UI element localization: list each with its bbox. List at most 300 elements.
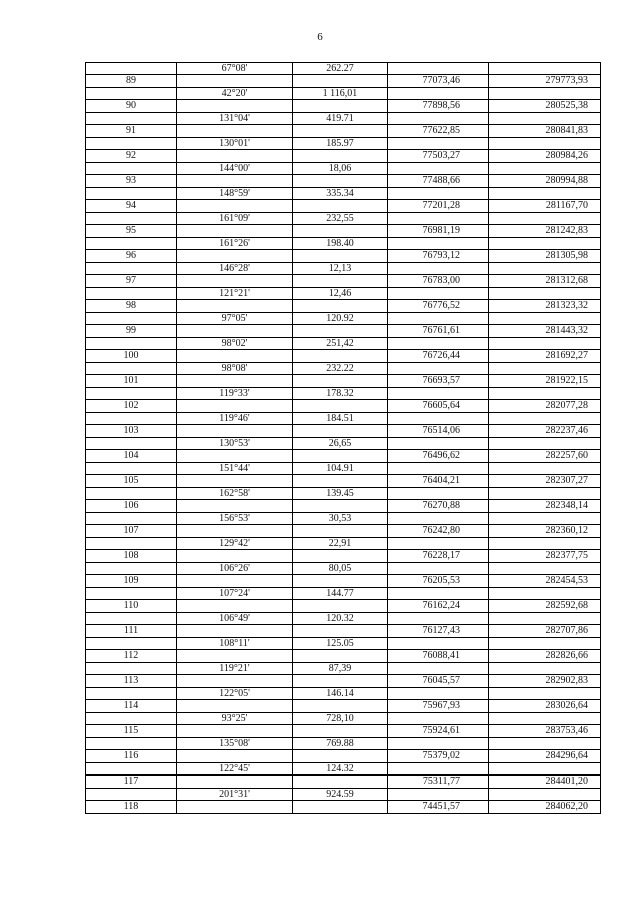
angle-cell: [177, 801, 293, 814]
angle-length-row: [86, 789, 601, 801]
x-coordinate-cell: [388, 438, 489, 450]
angle-cell: [177, 425, 293, 438]
y-coordinate-cell: 284401,20: [489, 775, 601, 789]
length-cell: [293, 150, 388, 163]
x-coordinate-cell: [388, 613, 489, 625]
point-number-cell: 92: [86, 150, 177, 163]
length-cell: [293, 775, 388, 789]
length-cell: 184.51: [293, 413, 388, 425]
length-cell: [293, 275, 388, 288]
point-number-cell: 113: [86, 675, 177, 688]
angle-cell: [177, 650, 293, 663]
angle-cell: [177, 750, 293, 763]
length-cell: [293, 650, 388, 663]
x-coordinate-cell: [388, 588, 489, 600]
x-coordinate-cell: [388, 288, 489, 300]
point-number-cell: 106: [86, 500, 177, 513]
point-number-cell: [86, 413, 177, 425]
x-coordinate-cell: [388, 789, 489, 801]
x-coordinate-cell: [388, 463, 489, 475]
angle-cell: [177, 700, 293, 713]
length-cell: 144.77: [293, 588, 388, 600]
point-number-cell: [86, 713, 177, 725]
length-cell: 924.59: [293, 789, 388, 801]
point-number-cell: [86, 463, 177, 475]
angle-cell: 98°08': [177, 363, 293, 375]
length-cell: 80,05: [293, 563, 388, 575]
y-coordinate-cell: [489, 488, 601, 500]
point-number-cell: [86, 163, 177, 175]
y-coordinate-cell: 281692,27: [489, 350, 601, 363]
length-cell: 12,13: [293, 263, 388, 275]
x-coordinate-cell: [388, 238, 489, 250]
angle-cell: 131°04': [177, 113, 293, 125]
x-coordinate-cell: [388, 713, 489, 725]
point-row: [86, 350, 601, 363]
y-coordinate-cell: [489, 313, 601, 325]
length-cell: [293, 675, 388, 688]
y-coordinate-cell: [489, 638, 601, 650]
point-number-cell: [86, 538, 177, 550]
point-number-cell: 93: [86, 175, 177, 188]
point-row: [86, 225, 601, 238]
point-number-cell: 99: [86, 325, 177, 338]
angle-length-row: [86, 238, 601, 250]
y-coordinate-cell: [489, 388, 601, 400]
point-number-cell: 94: [86, 200, 177, 213]
point-row: [86, 801, 601, 814]
point-number-cell: [86, 88, 177, 100]
angle-cell: [177, 575, 293, 588]
y-coordinate-cell: [489, 538, 601, 550]
y-coordinate-cell: 282592,68: [489, 600, 601, 613]
length-cell: 232,55: [293, 213, 388, 225]
angle-length-row: [86, 113, 601, 125]
x-coordinate-cell: [388, 413, 489, 425]
point-number-cell: [86, 789, 177, 801]
angle-cell: 162°58': [177, 488, 293, 500]
point-row: [86, 625, 601, 638]
point-number-cell: 114: [86, 700, 177, 713]
y-coordinate-cell: [489, 88, 601, 100]
length-cell: 30,53: [293, 513, 388, 525]
angle-length-row: [86, 513, 601, 525]
angle-length-row: [86, 138, 601, 150]
x-coordinate-cell: [388, 63, 489, 75]
length-cell: 185.97: [293, 138, 388, 150]
x-coordinate-cell: [388, 663, 489, 675]
angle-length-row: [86, 313, 601, 325]
point-row: [86, 650, 601, 663]
angle-cell: [177, 375, 293, 388]
angle-cell: [177, 400, 293, 413]
point-number-cell: 112: [86, 650, 177, 663]
length-cell: 87,39: [293, 663, 388, 675]
angle-cell: 106°49': [177, 613, 293, 625]
angle-cell: [177, 600, 293, 613]
angle-cell: [177, 75, 293, 88]
point-number-cell: 103: [86, 425, 177, 438]
angle-cell: [177, 500, 293, 513]
angle-cell: 144°00': [177, 163, 293, 175]
angle-cell: [177, 200, 293, 213]
x-coordinate-cell: 76228,17: [388, 550, 489, 563]
x-coordinate-cell: 76693,57: [388, 375, 489, 388]
angle-length-row: [86, 763, 601, 776]
point-row: [86, 600, 601, 613]
x-coordinate-cell: 77073,46: [388, 75, 489, 88]
angle-cell: 129°42': [177, 538, 293, 550]
angle-cell: 130°53': [177, 438, 293, 450]
y-coordinate-cell: 281242,83: [489, 225, 601, 238]
x-coordinate-cell: 76514,06: [388, 425, 489, 438]
point-number-cell: 97: [86, 275, 177, 288]
point-row: [86, 525, 601, 538]
y-coordinate-cell: [489, 613, 601, 625]
x-coordinate-cell: [388, 738, 489, 750]
angle-cell: [177, 775, 293, 789]
angle-cell: 119°33': [177, 388, 293, 400]
point-row: [86, 250, 601, 263]
angle-cell: [177, 625, 293, 638]
y-coordinate-cell: 280841,83: [489, 125, 601, 138]
x-coordinate-cell: 75311,77: [388, 775, 489, 789]
angle-cell: [177, 475, 293, 488]
angle-length-row: [86, 488, 601, 500]
point-number-cell: 110: [86, 600, 177, 613]
length-cell: [293, 725, 388, 738]
point-number-cell: [86, 563, 177, 575]
x-coordinate-cell: [388, 188, 489, 200]
point-number-cell: [86, 138, 177, 150]
angle-length-row: [86, 688, 601, 700]
point-number-cell: [86, 363, 177, 375]
angle-length-row: [86, 263, 601, 275]
point-number-cell: [86, 638, 177, 650]
point-row: [86, 150, 601, 163]
point-row: [86, 750, 601, 763]
length-cell: [293, 475, 388, 488]
point-row: [86, 475, 601, 488]
y-coordinate-cell: [489, 63, 601, 75]
point-row: [86, 100, 601, 113]
length-cell: 26,65: [293, 438, 388, 450]
y-coordinate-cell: 280994,88: [489, 175, 601, 188]
length-cell: [293, 100, 388, 113]
point-row: [86, 300, 601, 313]
length-cell: 139.45: [293, 488, 388, 500]
angle-cell: 108°11': [177, 638, 293, 650]
angle-cell: [177, 525, 293, 538]
x-coordinate-cell: 76205,53: [388, 575, 489, 588]
point-row: [86, 400, 601, 413]
y-coordinate-cell: [489, 113, 601, 125]
point-number-cell: 116: [86, 750, 177, 763]
x-coordinate-cell: [388, 138, 489, 150]
angle-cell: 42°20': [177, 88, 293, 100]
x-coordinate-cell: [388, 688, 489, 700]
x-coordinate-cell: 77622,85: [388, 125, 489, 138]
angle-length-row: [86, 438, 601, 450]
x-coordinate-cell: 76783,00: [388, 275, 489, 288]
point-row: [86, 375, 601, 388]
point-number-cell: [86, 438, 177, 450]
y-coordinate-cell: 283753,46: [489, 725, 601, 738]
y-coordinate-cell: 280984,26: [489, 150, 601, 163]
x-coordinate-cell: [388, 638, 489, 650]
angle-cell: 106°26': [177, 563, 293, 575]
x-coordinate-cell: [388, 88, 489, 100]
point-number-cell: [86, 738, 177, 750]
point-number-cell: [86, 288, 177, 300]
point-number-cell: 89: [86, 75, 177, 88]
y-coordinate-cell: 282237,46: [489, 425, 601, 438]
angle-length-row: [86, 213, 601, 225]
point-number-cell: 105: [86, 475, 177, 488]
point-number-cell: [86, 113, 177, 125]
point-row: [86, 575, 601, 588]
x-coordinate-cell: [388, 538, 489, 550]
length-cell: [293, 575, 388, 588]
y-coordinate-cell: 281323,32: [489, 300, 601, 313]
angle-length-row: [86, 738, 601, 750]
point-row: [86, 725, 601, 738]
length-cell: [293, 625, 388, 638]
page-number: 6: [317, 31, 323, 43]
angle-cell: 151°44': [177, 463, 293, 475]
x-coordinate-cell: [388, 113, 489, 125]
y-coordinate-cell: 279773,93: [489, 75, 601, 88]
x-coordinate-cell: 76127,43: [388, 625, 489, 638]
angle-length-row: [86, 413, 601, 425]
angle-cell: 93°25': [177, 713, 293, 725]
y-coordinate-cell: 282707,86: [489, 625, 601, 638]
y-coordinate-cell: [489, 763, 601, 776]
y-coordinate-cell: [489, 688, 601, 700]
point-row: [86, 275, 601, 288]
length-cell: [293, 200, 388, 213]
length-cell: 419.71: [293, 113, 388, 125]
length-cell: [293, 450, 388, 463]
point-row: [86, 700, 601, 713]
length-cell: 120.32: [293, 613, 388, 625]
y-coordinate-cell: 282360,12: [489, 525, 601, 538]
y-coordinate-cell: 283026,64: [489, 700, 601, 713]
point-row: [86, 425, 601, 438]
angle-cell: [177, 325, 293, 338]
angle-cell: 201°31': [177, 789, 293, 801]
point-number-cell: [86, 613, 177, 625]
x-coordinate-cell: 76776,52: [388, 300, 489, 313]
y-coordinate-cell: 280525,38: [489, 100, 601, 113]
point-row: [86, 75, 601, 88]
y-coordinate-cell: [489, 663, 601, 675]
angle-length-row: [86, 288, 601, 300]
y-coordinate-cell: 281167,70: [489, 200, 601, 213]
length-cell: [293, 750, 388, 763]
length-cell: [293, 500, 388, 513]
angle-cell: 98°02': [177, 338, 293, 350]
y-coordinate-cell: 281443,32: [489, 325, 601, 338]
y-coordinate-cell: 282377,75: [489, 550, 601, 563]
angle-cell: 119°21': [177, 663, 293, 675]
point-number-cell: [86, 338, 177, 350]
angle-length-row: [86, 388, 601, 400]
length-cell: [293, 600, 388, 613]
angle-length-row: [86, 188, 601, 200]
x-coordinate-cell: [388, 363, 489, 375]
x-coordinate-cell: 76162,24: [388, 600, 489, 613]
angle-cell: [177, 250, 293, 263]
angle-length-row: [86, 538, 601, 550]
x-coordinate-cell: [388, 513, 489, 525]
length-cell: [293, 550, 388, 563]
y-coordinate-cell: 284296,64: [489, 750, 601, 763]
x-coordinate-cell: [388, 163, 489, 175]
x-coordinate-cell: 76726,44: [388, 350, 489, 363]
angle-cell: [177, 450, 293, 463]
angle-cell: [177, 350, 293, 363]
angle-length-row: [86, 563, 601, 575]
coordinates-table: [85, 62, 601, 814]
point-row: [86, 550, 601, 563]
point-number-cell: [86, 488, 177, 500]
length-cell: 120.92: [293, 313, 388, 325]
x-coordinate-cell: 77503,27: [388, 150, 489, 163]
length-cell: 124.32: [293, 763, 388, 776]
length-cell: 262.27: [293, 63, 388, 75]
point-number-cell: 109: [86, 575, 177, 588]
y-coordinate-cell: 282307,27: [489, 475, 601, 488]
y-coordinate-cell: [489, 138, 601, 150]
length-cell: 251,42: [293, 338, 388, 350]
x-coordinate-cell: 76605,64: [388, 400, 489, 413]
point-row: [86, 125, 601, 138]
y-coordinate-cell: 281922,15: [489, 375, 601, 388]
point-number-cell: 111: [86, 625, 177, 638]
point-row: [86, 450, 601, 463]
length-cell: [293, 700, 388, 713]
angle-cell: 122°45': [177, 763, 293, 776]
length-cell: [293, 400, 388, 413]
x-coordinate-cell: [388, 563, 489, 575]
length-cell: [293, 75, 388, 88]
y-coordinate-cell: 282454,53: [489, 575, 601, 588]
length-cell: [293, 225, 388, 238]
y-coordinate-cell: [489, 213, 601, 225]
length-cell: 22,91: [293, 538, 388, 550]
y-coordinate-cell: 281305,98: [489, 250, 601, 263]
angle-cell: 67°08': [177, 63, 293, 75]
angle-length-row: [86, 463, 601, 475]
angle-length-row: [86, 663, 601, 675]
point-number-cell: [86, 513, 177, 525]
y-coordinate-cell: 284062,20: [489, 801, 601, 814]
x-coordinate-cell: 76242,80: [388, 525, 489, 538]
point-number-cell: 117: [86, 775, 177, 789]
length-cell: 769.88: [293, 738, 388, 750]
angle-cell: [177, 675, 293, 688]
angle-length-row: [86, 63, 601, 75]
point-number-cell: [86, 238, 177, 250]
point-number-cell: [86, 663, 177, 675]
angle-cell: [177, 100, 293, 113]
angle-cell: 156°53': [177, 513, 293, 525]
length-cell: [293, 525, 388, 538]
y-coordinate-cell: [489, 463, 601, 475]
x-coordinate-cell: 76496,62: [388, 450, 489, 463]
point-number-cell: [86, 213, 177, 225]
length-cell: [293, 375, 388, 388]
angle-cell: [177, 725, 293, 738]
length-cell: [293, 125, 388, 138]
length-cell: 125.05: [293, 638, 388, 650]
x-coordinate-cell: [388, 488, 489, 500]
y-coordinate-cell: [489, 588, 601, 600]
x-coordinate-cell: [388, 338, 489, 350]
angle-length-row: [86, 588, 601, 600]
point-row: [86, 675, 601, 688]
point-row: [86, 775, 601, 789]
point-number-cell: [86, 688, 177, 700]
point-row: [86, 325, 601, 338]
point-number-cell: 104: [86, 450, 177, 463]
point-number-cell: 91: [86, 125, 177, 138]
angle-cell: 135°08': [177, 738, 293, 750]
y-coordinate-cell: [489, 263, 601, 275]
x-coordinate-cell: 76793,12: [388, 250, 489, 263]
angle-cell: [177, 225, 293, 238]
angle-cell: [177, 125, 293, 138]
point-row: [86, 200, 601, 213]
angle-length-row: [86, 713, 601, 725]
x-coordinate-cell: 76088,41: [388, 650, 489, 663]
length-cell: 1 116,01: [293, 88, 388, 100]
y-coordinate-cell: 282077,28: [489, 400, 601, 413]
length-cell: 335.34: [293, 188, 388, 200]
angle-length-row: [86, 638, 601, 650]
y-coordinate-cell: [489, 288, 601, 300]
length-cell: [293, 801, 388, 814]
y-coordinate-cell: [489, 338, 601, 350]
length-cell: [293, 250, 388, 263]
x-coordinate-cell: 75967,93: [388, 700, 489, 713]
angle-cell: [177, 275, 293, 288]
angle-length-row: [86, 163, 601, 175]
x-coordinate-cell: 75924,61: [388, 725, 489, 738]
angle-cell: 122°05': [177, 688, 293, 700]
length-cell: 18,06: [293, 163, 388, 175]
point-number-cell: 90: [86, 100, 177, 113]
x-coordinate-cell: 76045,57: [388, 675, 489, 688]
length-cell: 104.91: [293, 463, 388, 475]
length-cell: 232.22: [293, 363, 388, 375]
x-coordinate-cell: 77201,28: [388, 200, 489, 213]
point-number-cell: [86, 588, 177, 600]
angle-cell: 107°24': [177, 588, 293, 600]
y-coordinate-cell: 281312,68: [489, 275, 601, 288]
length-cell: [293, 425, 388, 438]
x-coordinate-cell: [388, 263, 489, 275]
y-coordinate-cell: [489, 413, 601, 425]
point-number-cell: 115: [86, 725, 177, 738]
x-coordinate-cell: [388, 313, 489, 325]
angle-cell: 97°05': [177, 313, 293, 325]
x-coordinate-cell: 74451,57: [388, 801, 489, 814]
y-coordinate-cell: 282348,14: [489, 500, 601, 513]
length-cell: 198.40: [293, 238, 388, 250]
angle-cell: [177, 300, 293, 313]
